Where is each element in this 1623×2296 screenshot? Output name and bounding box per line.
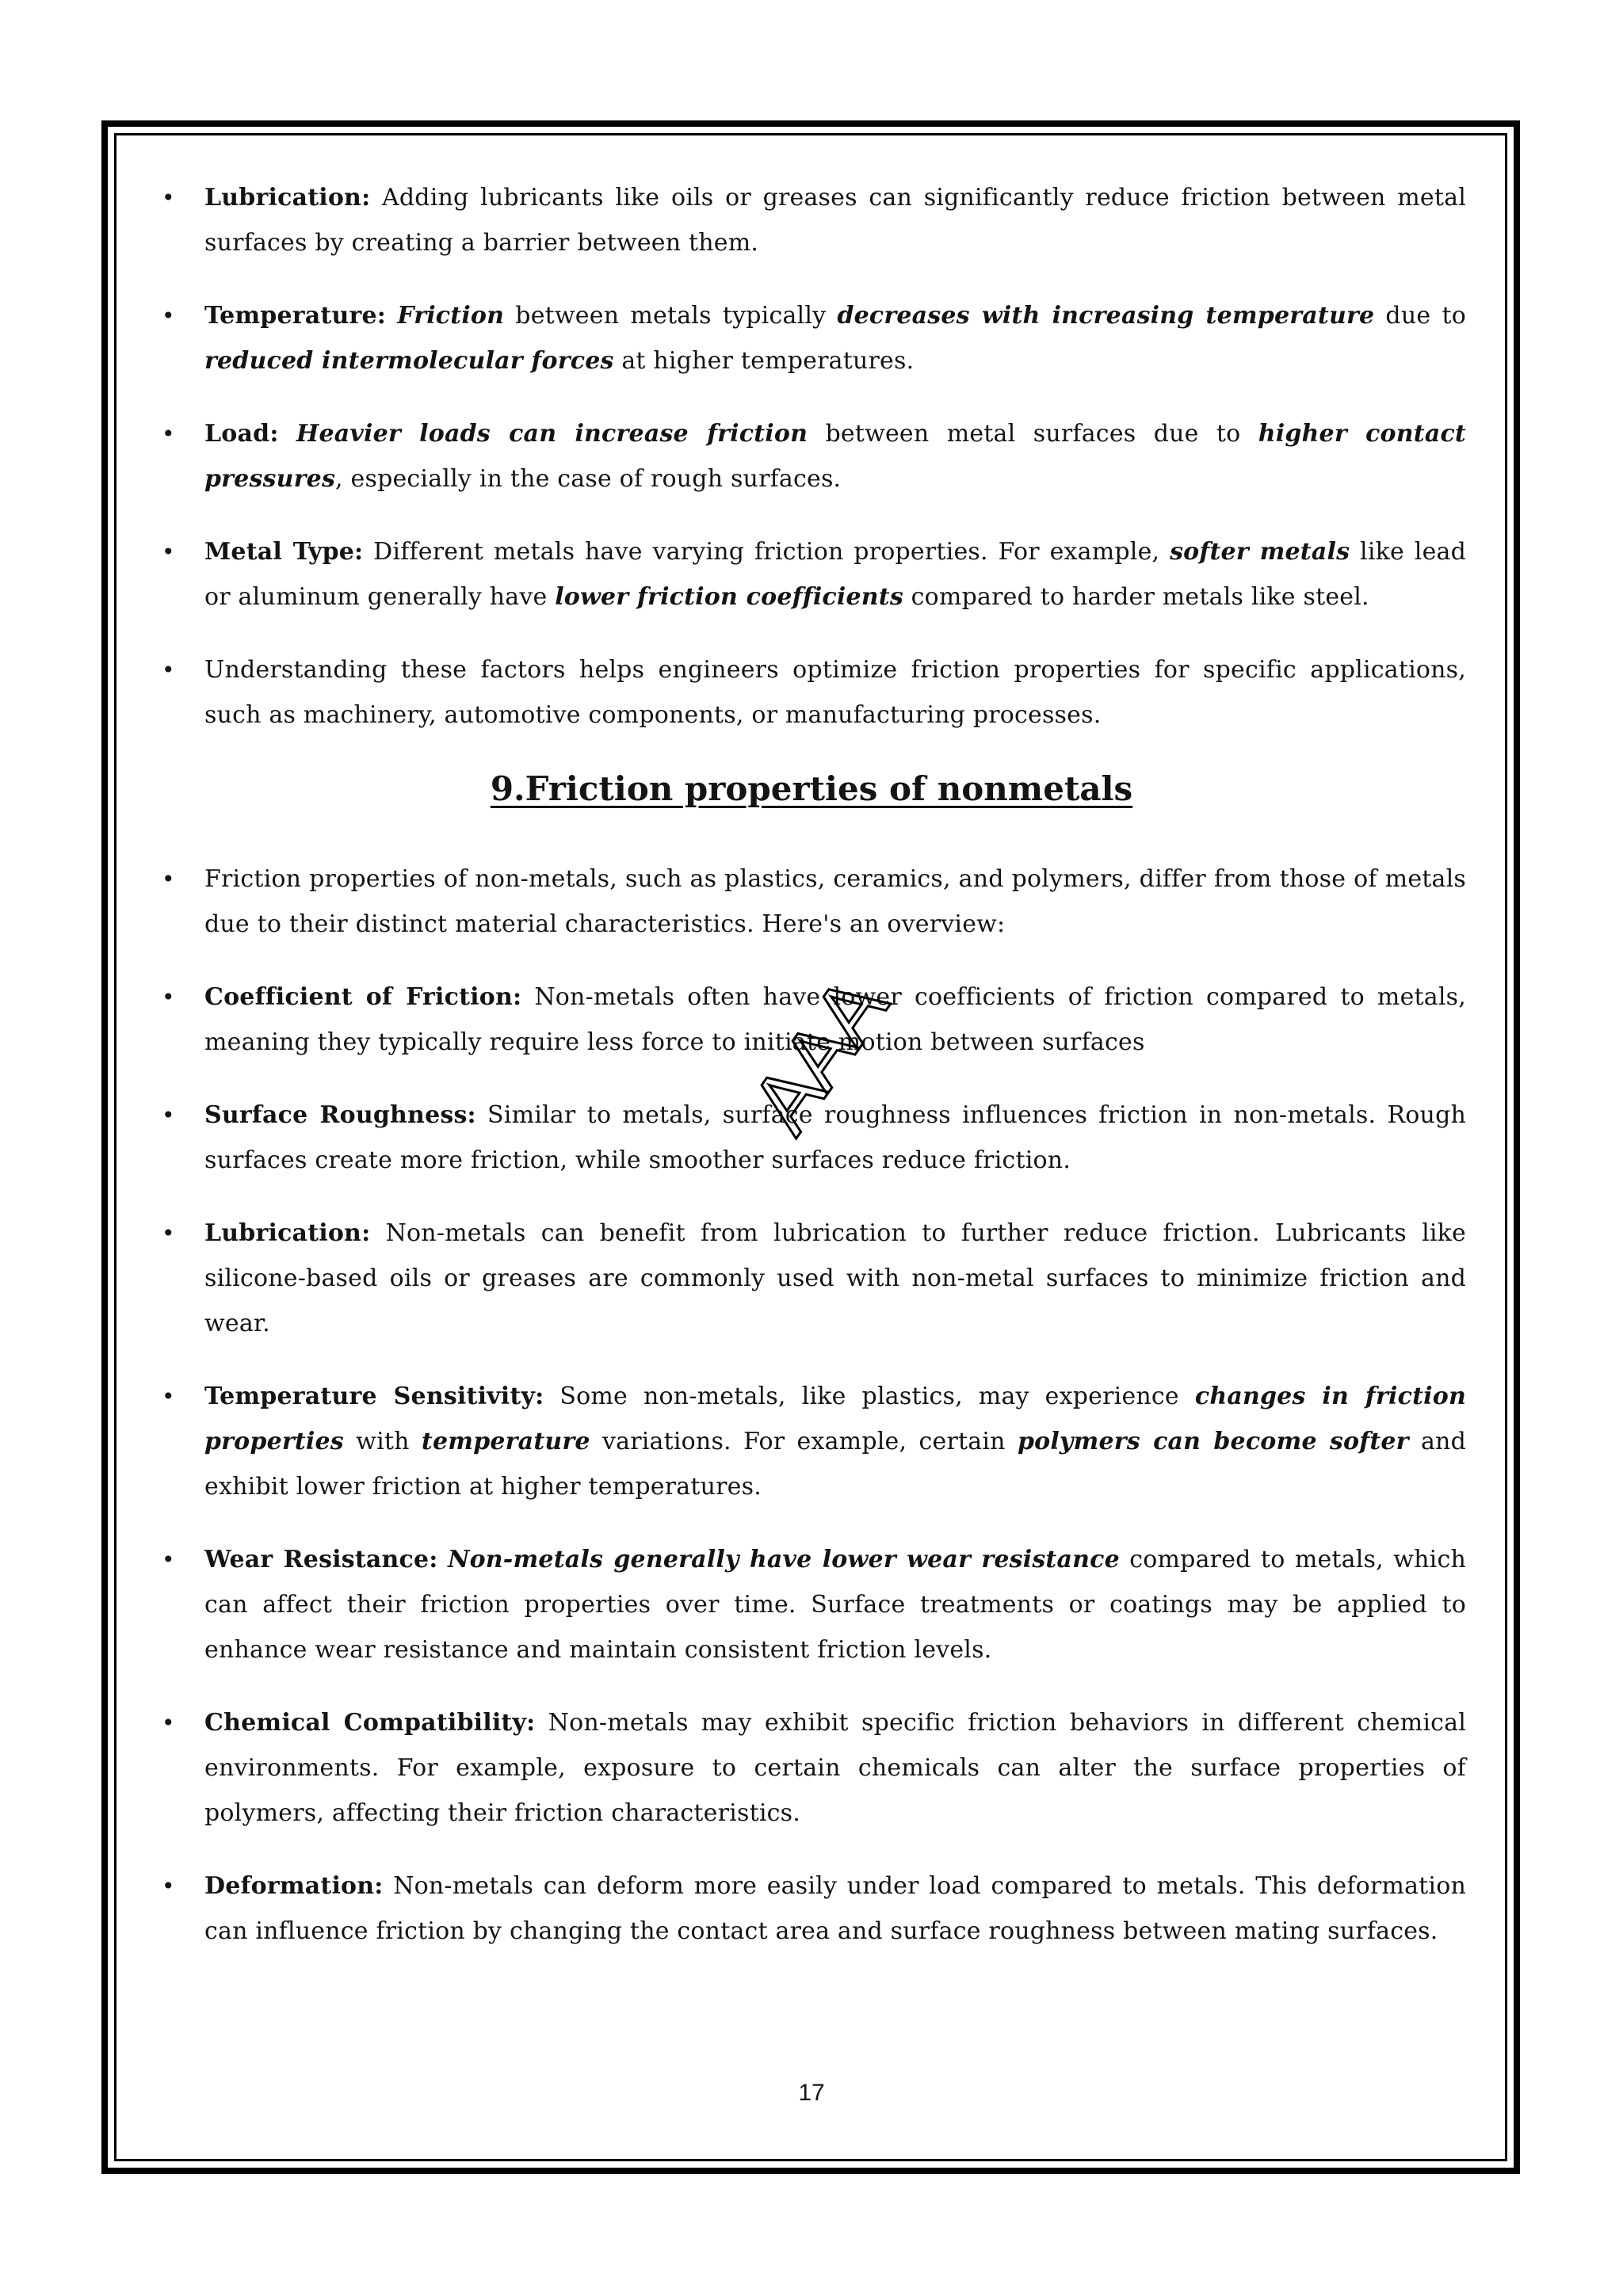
bullet-text [204, 983, 1466, 1056]
bold-run: Deformation: [204, 1872, 384, 1900]
bullet-text [204, 1709, 1466, 1827]
bullet-icon: • [162, 866, 175, 892]
bullet-icon: • [162, 539, 175, 565]
bullet-icon: • [162, 1102, 175, 1128]
text-run [279, 420, 296, 448]
text-run: Friction properties of non-metals, such as plastics, ceramics, and polymers, differ from those of metals due to their distinct material characteristics. Here's an overview: [204, 865, 1466, 938]
bullet-text [204, 865, 1466, 938]
text-run: Similar to metals, surface roughness influences friction in non-metals. Rough surfaces create more friction, while smoother surfaces reduce friction. [204, 1101, 1466, 1174]
emphasis-run: reduced intermolecular forces [204, 347, 614, 375]
bullet-text [204, 420, 1466, 493]
bullet-item-metal-type [162, 529, 1467, 620]
bold-run: Temperature Sensitivity: [204, 1383, 544, 1410]
bullet-item-temperature [162, 293, 1466, 383]
bullet-icon: • [162, 1710, 175, 1736]
bullet-icon: • [162, 1873, 175, 1899]
emphasis-run: Heavier loads can increase friction [296, 420, 808, 448]
text-run: Understanding these factors helps engineers optimize friction properties for specific applications, such as machinery, automotive components, or manufacturing processes. [204, 656, 1466, 729]
bold-run: Lubrication: [204, 184, 371, 212]
bullet-text [204, 1101, 1466, 1174]
bullet-text [204, 184, 1466, 257]
bullet-item-understanding [162, 647, 1466, 738]
emphasis-run: polymers can become softer [1017, 1428, 1409, 1455]
bullet-item-lubrication-metals [162, 175, 1466, 265]
text-run: Non-metals can benefit from lubrication to further reduce friction. Lubricants like silicone-based oils or greases are commonly used with non-metal surfaces to minimize friction and wear. [204, 1219, 1466, 1337]
bullet-item-temperature-sensitivity [162, 1374, 1466, 1509]
emphasis-run: Non-metals generally have lower wear resistance [447, 1546, 1120, 1573]
text-run: between metal surfaces due to [808, 420, 1258, 448]
bold-run: Load: [204, 420, 279, 448]
bullet-item-wear-resistance [162, 1537, 1466, 1672]
bullet-text [204, 302, 1466, 375]
text-run: at higher temperatures. [613, 347, 915, 375]
bullet-item-overview [162, 856, 1466, 947]
emphasis-run: higher contact pressures [204, 420, 1466, 493]
bold-run: Temperature: [204, 302, 387, 330]
text-run [438, 1546, 448, 1573]
emphasis-run: changes in friction properties [204, 1383, 1466, 1455]
text-run: due to [1374, 302, 1466, 330]
bold-run: Chemical Compatibility: [204, 1709, 536, 1737]
text-run: Different metals have varying friction properties. For example, [363, 538, 1170, 566]
bullet-item-lubrication-nonmetals [162, 1211, 1466, 1346]
bullet-text [204, 1546, 1466, 1664]
section-heading-text: 9.Friction properties of nonmetals [490, 769, 1133, 808]
text-run: and exhibit lower friction at higher temperatures. [204, 1428, 1466, 1501]
page-number: 17 [798, 2080, 825, 2106]
bullet-icon: • [162, 984, 175, 1010]
bullet-text [204, 1219, 1466, 1337]
emphasis-run: softer metals [1170, 538, 1350, 566]
emphasis-run: Friction [397, 302, 505, 330]
text-run: Adding lubricants like oils or greases can significantly reduce friction between metal surfaces by creating a barrier between them. [204, 184, 1466, 257]
bullet-icon: • [162, 1220, 175, 1246]
bullet-icon: • [162, 1383, 175, 1409]
emphasis-run: lower friction coefficients [555, 583, 903, 611]
emphasis-run: temperature [421, 1428, 590, 1455]
bullet-item-surface-roughness [162, 1093, 1466, 1183]
text-run: variations. For example, certain [590, 1428, 1018, 1455]
bullet-icon: • [162, 1547, 175, 1573]
bullet-text [204, 656, 1466, 729]
text-run: Some non-metals, like plastics, may experience [544, 1383, 1195, 1410]
text-run: between metals typically [504, 302, 838, 330]
bold-run: Metal Type: [204, 538, 364, 566]
bullet-text [204, 1383, 1466, 1501]
bullet-icon: • [162, 657, 175, 683]
section-heading [0, 767, 1623, 811]
bullet-icon: • [162, 185, 175, 211]
text-run: Non-metals may exhibit specific friction behaviors in different chemical environments. For example, exposure to certain chemicals can alter the surface properties of polymers, affecting their friction characteristics. [204, 1709, 1467, 1827]
bold-run: Wear Resistance: [204, 1546, 438, 1573]
text-run: compared to harder metals like steel. [903, 583, 1369, 611]
bold-run: Lubrication: [204, 1219, 371, 1247]
watermark: AAA [732, 961, 904, 1150]
bullet-text [204, 1872, 1466, 1945]
bullet-item-chemical-compatibility [162, 1700, 1467, 1836]
text-run: with [343, 1428, 422, 1455]
bullet-item-load [162, 411, 1466, 502]
text-run: Non-metals often have lower coefficients of friction compared to metals, meaning they typically require less force to initiate motion between surfaces [204, 983, 1466, 1056]
text-run: , especially in the case of rough surfaces. [335, 465, 842, 493]
bullet-item-coefficient [162, 974, 1466, 1065]
text-run: Non-metals can deform more easily under load compared to metals. This deformation can influence friction by changing the contact area and surface roughness between mating surfaces. [204, 1872, 1466, 1945]
bullet-text [204, 538, 1466, 611]
text-run: like lead or aluminum generally have [204, 538, 1467, 611]
bullet-icon: • [162, 303, 175, 329]
bold-run: Surface Roughness: [204, 1101, 476, 1129]
emphasis-run: decreases with increasing temperature [837, 302, 1375, 330]
text-run: compared to metals, which can affect their friction properties over time. Surface treatments or coatings may be applied to enhance wear resistance and maintain consistent friction levels. [204, 1546, 1466, 1664]
bullet-icon: • [162, 421, 175, 447]
text-run [386, 302, 397, 330]
bold-run: Coefficient of Friction: [204, 983, 522, 1011]
bullet-item-deformation [162, 1863, 1466, 1954]
